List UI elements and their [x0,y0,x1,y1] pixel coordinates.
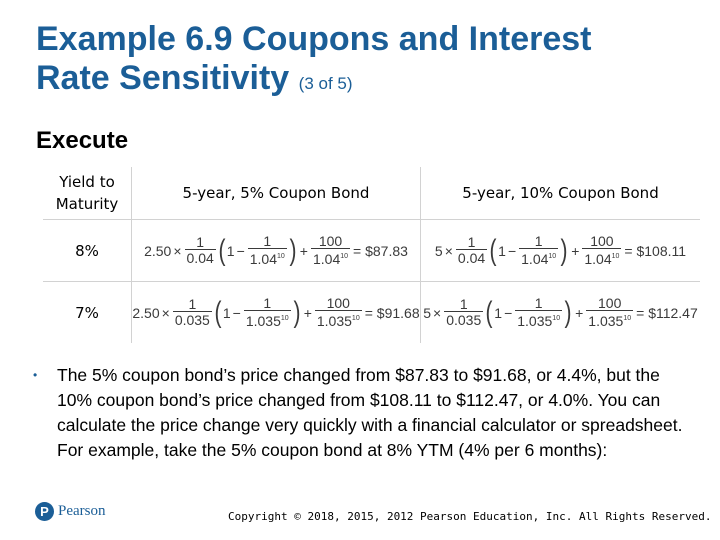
price-result: = $87.83 [353,242,408,259]
face-value: 100 [318,233,343,249]
numerator: 1 [534,233,543,249]
fraction [515,296,562,329]
discount-base [586,310,633,329]
numerator: 1 [467,234,476,250]
coupon-value: 2.50 [144,242,172,259]
paren-close: ) [560,233,568,267]
paren-close: ) [289,233,297,267]
numerator: 1 [196,234,205,250]
rate-value: 0.035 [174,312,210,328]
times-sign: × [173,242,182,259]
minus-sign: − [507,242,517,259]
numerator: 1 [188,296,197,312]
formula-cell [421,220,700,281]
header-yield: Yield to Maturity [55,173,119,213]
price-result: = $112.47 [636,304,698,321]
copyright-notice: Copyright © 2018, 2015, 2012 Pearson Education, Inc. All Rights Reserved. [228,510,712,523]
fraction [248,234,287,267]
numerator: 1 [459,296,468,312]
exponent: 10 [277,253,285,260]
rate-value: 0.04 [186,250,214,266]
one-value: 1 [498,242,506,259]
fraction [582,234,621,267]
paren-open: ( [485,295,493,329]
discount-base [248,248,287,267]
discount-base [315,310,362,329]
numerator: 1 [263,295,272,311]
header-5pct-bond: 5-year, 5% Coupon Bond [182,184,370,202]
formula-cell [132,220,420,281]
one-value: 1 [226,242,235,259]
base-value: 1.035 [245,313,281,329]
times-sign: × [161,304,170,321]
base-value: 1.04 [312,251,341,267]
pearson-logo [35,502,106,521]
discount-base [244,310,291,329]
base-value: 1.035 [517,313,553,329]
bullet-point [33,363,688,463]
paren-close: ) [564,295,572,329]
price-result: = $108.11 [624,242,687,259]
discount-base [311,248,350,267]
times-sign: × [433,304,442,321]
plus-sign: + [575,304,584,321]
formula-cell [132,282,420,343]
pearson-p-icon: P [35,502,54,521]
price-formula [132,296,419,329]
fraction [244,296,291,329]
fraction [456,235,487,266]
exponent: 10 [548,253,557,260]
slide-title [36,20,696,103]
pearson-wordmark: Pearson [58,503,106,519]
price-result: = $91.68 [364,304,420,321]
rate-value: 0.035 [446,312,482,328]
fraction [173,297,212,328]
minus-sign: − [232,304,241,321]
paren-open: ( [218,233,226,267]
discount-base [582,248,621,267]
formula-cell [421,282,700,343]
row-yield-8: 8% [75,241,99,260]
exponent: 10 [340,253,349,260]
minus-sign: − [236,242,245,259]
plus-sign: + [571,242,580,259]
coupon-value: 5 [423,304,432,321]
fraction [586,296,633,329]
exponent: 10 [351,315,360,322]
paren-open: ( [214,295,222,329]
face-value: 100 [590,233,614,249]
fraction [519,234,558,267]
price-formula [435,234,686,267]
price-formula [423,296,698,329]
face-value: 100 [326,295,350,311]
discount-base [519,248,558,267]
times-sign: × [444,242,453,259]
row-yield-7: 7% [75,303,99,322]
exponent: 10 [552,315,561,322]
fraction [311,234,350,267]
header-10pct-bond: 5-year, 10% Coupon Bond [462,184,659,202]
coupon-value: 2.50 [132,304,160,321]
exponent: 10 [280,315,289,322]
title-part-indicator: (3 of 5) [298,74,353,93]
fraction [315,296,362,329]
bond-table [43,167,700,343]
minus-sign: − [504,304,513,321]
fraction [185,235,216,266]
base-value: 1.035 [588,313,624,329]
exponent: 10 [611,253,620,260]
bullet-text: The 5% coupon bond’s price changed from $87.83 to $91.68, or 4.4%, but the 10% coupon bond’s price changed from $108.11 to $112.47, or 4.0%. You can calculate the price change very quickly with a financial calculator or spreadsheet. For example, take the 5% coupon bond at 8% YTM (4% per 6 months): [57,365,683,460]
title-line-1: Example 6.9 Coupons and Interest [36,20,592,58]
coupon-value: 5 [434,242,443,259]
base-value: 1.04 [249,251,277,267]
rate-value: 0.04 [457,250,486,266]
fraction [444,297,483,328]
face-value: 100 [598,295,622,311]
section-heading: Execute [36,127,129,154]
title-line-2 [36,59,696,103]
plus-sign: + [303,304,312,321]
base-value: 1.04 [521,251,549,267]
one-value: 1 [222,304,231,321]
one-value: 1 [494,304,503,321]
bullet-icon: • [33,368,38,382]
exponent: 10 [623,315,632,322]
numerator: 1 [534,295,543,311]
paren-open: ( [489,233,497,267]
discount-base [515,310,562,329]
base-value: 1.04 [584,251,612,267]
plus-sign: + [299,242,308,259]
title-main-2: Rate Sensitivity [36,59,290,97]
price-formula [144,234,408,267]
base-value: 1.035 [316,313,352,329]
numerator: 1 [263,233,272,249]
paren-close: ) [293,295,301,329]
